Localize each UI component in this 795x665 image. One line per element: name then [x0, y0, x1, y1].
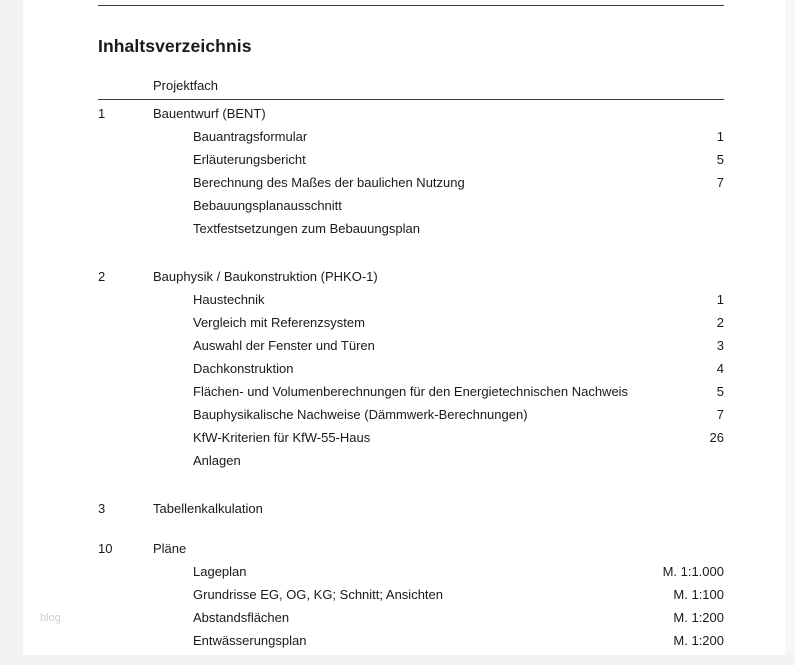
- toc-entry[interactable]: [98, 198, 724, 218]
- toc-group-title: Pläne: [153, 541, 187, 556]
- toc-entry[interactable]: [98, 338, 724, 358]
- toc-entry-page: 1: [716, 129, 724, 144]
- toc-entry-scale: M. 1:200: [673, 610, 724, 625]
- toc-group-number: 3: [98, 501, 106, 516]
- toc-column-header: [98, 78, 724, 100]
- toc-entry-page: 7: [716, 407, 724, 422]
- toc-entry[interactable]: [98, 175, 724, 195]
- toc-entry-label: Grundrisse EG, OG, KG; Schnitt; Ansichten: [193, 587, 443, 602]
- toc-group: [98, 541, 724, 653]
- toc-group-title: Bauentwurf (BENT): [153, 106, 266, 121]
- toc-entry[interactable]: [98, 610, 724, 630]
- toc-entry[interactable]: [98, 152, 724, 172]
- toc-entry-label: Textfestsetzungen zum Bebauungsplan: [193, 221, 420, 236]
- toc-group-spacer: [98, 521, 724, 535]
- toc-entry[interactable]: [98, 221, 724, 241]
- toc-entry-label: Anlagen: [193, 453, 241, 468]
- toc-entry[interactable]: [98, 453, 724, 473]
- toc-entry[interactable]: [98, 564, 724, 584]
- watermark: blog: [40, 612, 61, 624]
- toc-entry-scale: M. 1:100: [673, 587, 724, 602]
- toc-entry[interactable]: [98, 384, 724, 404]
- toc-group-heading[interactable]: [98, 106, 724, 126]
- page-title: Inhaltsverzeichnis: [98, 36, 252, 56]
- toc-entry-page: 26: [709, 430, 724, 445]
- toc-entry-scale: M. 1:1.000: [662, 564, 724, 579]
- toc-group-title: Bauphysik / Baukonstruktion (PHKO-1): [153, 269, 378, 284]
- toc-group-spacer: [98, 241, 724, 263]
- toc-entry-page: 5: [716, 384, 724, 399]
- toc-entry-page: 4: [716, 361, 724, 376]
- toc-entry[interactable]: [98, 361, 724, 381]
- toc-entry-page: 5: [716, 152, 724, 167]
- toc-entry-scale: M. 1:200: [673, 633, 724, 648]
- toc-entry-label: Dachkonstruktion: [193, 361, 294, 376]
- toc-group-number: 1: [98, 106, 106, 121]
- toc-entry[interactable]: [98, 407, 724, 427]
- toc-entry-label: KfW-Kriterien für KfW-55-Haus: [193, 430, 371, 445]
- toc-entry-label: Auswahl der Fenster und Türen: [193, 338, 375, 353]
- toc-entry-label: Berechnung des Maßes der baulichen Nutzung: [193, 175, 465, 190]
- toc-entry-page: 3: [716, 338, 724, 353]
- toc-entry[interactable]: [98, 292, 724, 312]
- table-of-contents: [98, 78, 724, 653]
- toc-entry-label: Vergleich mit Referenzsystem: [193, 315, 365, 330]
- toc-entry-label: Entwässerungsplan: [193, 633, 307, 648]
- toc-entry-label: Bebauungsplanausschnitt: [193, 198, 342, 213]
- toc-header-rule: [98, 99, 724, 100]
- toc-entry-label: Abstandsflächen: [193, 610, 290, 625]
- toc-entry[interactable]: [98, 633, 724, 653]
- toc-entry-label: Bauantragsformular: [193, 129, 308, 144]
- toc-entry-label: Lageplan: [193, 564, 247, 579]
- toc-entry-label: Erläuterungsbericht: [193, 152, 306, 167]
- toc-group-heading[interactable]: [98, 501, 724, 521]
- toc-entry[interactable]: [98, 430, 724, 450]
- toc-entry-label: Haustechnik: [193, 292, 265, 307]
- toc-entry-page: 1: [716, 292, 724, 307]
- toc-group-number: 2: [98, 269, 106, 284]
- toc-entry[interactable]: [98, 129, 724, 149]
- toc-group-number: 10: [98, 541, 113, 556]
- toc-entry-page: 7: [716, 175, 724, 190]
- toc-group-spacer: [98, 473, 724, 495]
- toc-group: [98, 269, 724, 473]
- toc-group-title: Tabellenkalkulation: [153, 501, 263, 516]
- toc-entry-page: 2: [716, 315, 724, 330]
- toc-entry-label: Flächen- und Volumenberechnungen für den Energietechnischen Nachweis: [193, 384, 629, 399]
- toc-group-heading[interactable]: [98, 541, 724, 561]
- toc-column-header-label: Projektfach: [153, 78, 219, 93]
- toc-group-heading[interactable]: [98, 269, 724, 289]
- toc-entry[interactable]: [98, 587, 724, 607]
- toc-entry[interactable]: [98, 315, 724, 335]
- toc-entry-label: Bauphysikalische Nachweise (Dämmwerk-Berechnungen): [193, 407, 528, 422]
- toc-group: [98, 106, 724, 241]
- toc-group: [98, 501, 724, 521]
